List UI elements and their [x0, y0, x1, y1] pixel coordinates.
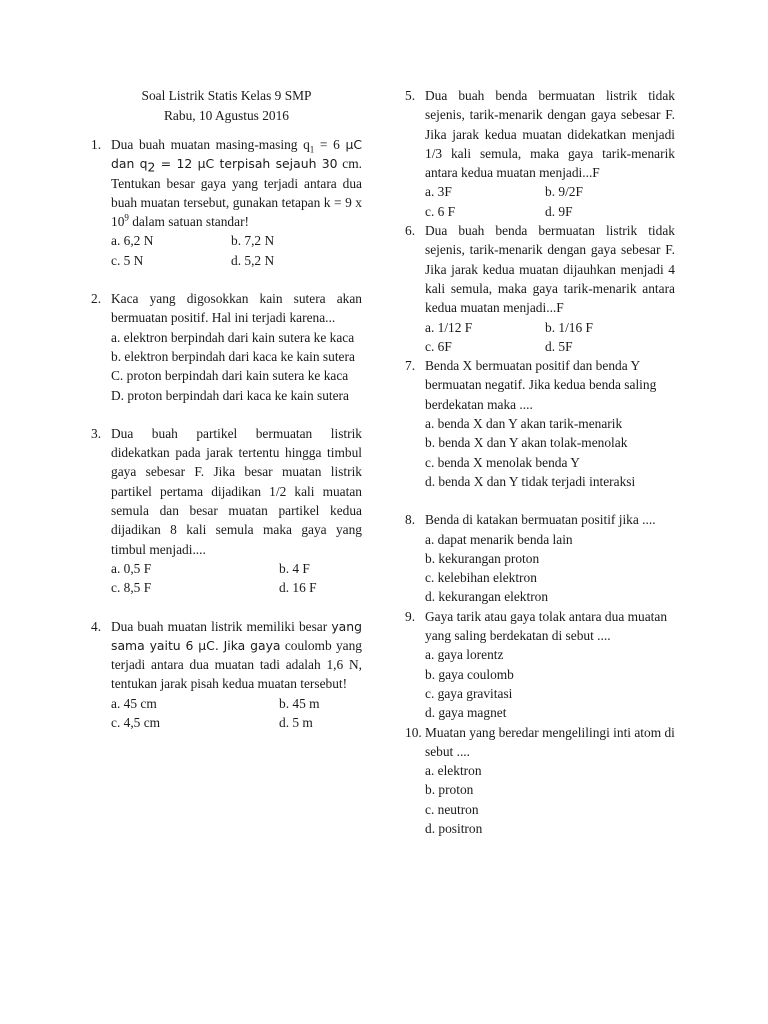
option-a: a. elektron [425, 763, 482, 779]
q1-text-part: = 6 [314, 137, 346, 152]
document-date: Rabu, 10 Agustus 2016 [164, 107, 289, 123]
question-9 [405, 607, 675, 723]
option-c: c. 4,5 cm [111, 715, 161, 731]
question-number: 6. [405, 223, 416, 239]
option-d: d. positron [425, 820, 483, 836]
question-7 [405, 356, 675, 491]
answer-options [425, 761, 675, 838]
q1-text-part: cm. Tentukan besar gaya yang terjadi antara dua buah muatan tersebut, gunakan tetapan k = 9 x 10 [111, 156, 363, 230]
question-text: Kaca yang digosokkan kain sutera akan bermuatan positif. Hal ini terjadi karena... [111, 291, 362, 326]
option-b: b. proton [425, 782, 474, 798]
option-b: b. 45 m [279, 695, 320, 711]
option-a: a. gaya lorentz [425, 647, 504, 663]
question-5 [405, 86, 675, 221]
q4-text-part: yang sama yaitu 6 μC. Jika gaya [111, 618, 362, 653]
question-4 [91, 617, 362, 733]
answer-options [111, 231, 362, 270]
question-number: 5. [405, 88, 416, 103]
question-10 [405, 723, 675, 839]
question-number: 1. [91, 137, 102, 152]
question-text: Dua buah benda bermuatan listrik tidak sejenis, tarik-menarik dengan gaya sebesar F. Jika jarak kedua muatan didekatkan menjadi 1/3 kali semula, maka gaya tarik-menarik antara kedua muatan menjadi...F [425, 88, 675, 181]
q1-subscript: 2 [147, 159, 156, 175]
option-a: a. 6,2 N [111, 233, 154, 249]
option-d: d. 5F [545, 338, 573, 354]
option-c: C. proton berpindah dari kain sutera ke kaca [111, 368, 349, 384]
spacer [91, 405, 362, 424]
option-c: c. gaya gravitasi [425, 685, 513, 701]
option-a: a. 45 cm [111, 695, 157, 711]
question-2 [91, 289, 362, 405]
answer-options [111, 559, 362, 598]
option-d: d. 16 F [279, 580, 317, 596]
option-d: d. 5 m [279, 715, 313, 731]
option-a: a. 3F [425, 184, 452, 200]
option-b: b. 7,2 N [231, 233, 275, 249]
question-text: Gaya tarik atau gaya tolak antara dua muatan yang saling berdekatan di sebut .... [425, 608, 668, 644]
q1-text-part: = 12 μC terpisah sejauh 30 [155, 156, 338, 172]
option-b: b. kekurangan proton [425, 550, 540, 566]
option-b: b. 4 F [279, 560, 310, 576]
right-column [405, 86, 675, 838]
option-a: a. 1/12 F [425, 319, 473, 335]
question-number: 3. [91, 425, 102, 441]
question-number: 8. [405, 512, 416, 528]
question-number: 9. [405, 608, 416, 624]
answer-options [425, 318, 675, 357]
question-text: Dua buah partikel bermuatan listrik didekatkan pada jarak tertentu hingga timbul gaya sebesar F. Jika besar muatan listrik partikel pertama dijadikan 1/2 kali muatan semula dan besar muatan partikel kedua dijadikan 8 kali semula maka gaya yang timbul menjadi.... [111, 425, 362, 557]
q4-text-part: coulomb yang terjadi antara dua muatan tadi adalah 1,6 N, tentukan jarak pisah kedua muatan tersebut! [111, 637, 362, 692]
option-c: c. kelebihan elektron [425, 570, 537, 586]
q1-text-part: Dua buah muatan masing-masing q [111, 137, 310, 152]
question-6 [405, 221, 675, 356]
spacer [91, 270, 362, 289]
option-a: a. elektron berpindah dari kain sutera ke kaca [111, 329, 355, 345]
option-d: d. kekurangan elektron [425, 589, 549, 605]
option-a: a. dapat menarik benda lain [425, 531, 573, 547]
option-d: d. gaya magnet [425, 705, 507, 721]
question-1 [91, 135, 362, 270]
option-c: c. 6 F [425, 203, 456, 219]
question-number: 4. [91, 618, 102, 634]
option-b: b. 9/2F [545, 184, 583, 200]
option-d: D. proton berpindah dari kaca ke kain sutera [111, 387, 349, 403]
option-a: a. benda X dan Y akan tarik-menarik [425, 416, 623, 432]
question-text [111, 135, 362, 231]
option-c: c. benda X menolak benda Y [425, 454, 580, 470]
answer-options [111, 328, 362, 405]
q1-text-part: μC dan q [111, 137, 362, 172]
option-c: c. 5 N [111, 252, 144, 268]
spacer [91, 598, 362, 617]
q4-text-part: Dua buah muatan listrik memiliki besar [111, 618, 328, 634]
q1-subscript: 1 [309, 144, 315, 155]
question-number: 10. [405, 724, 422, 740]
option-d: d. 9F [545, 203, 573, 219]
option-c: c. 6F [425, 338, 452, 354]
question-3 [91, 424, 362, 598]
spacer [405, 491, 675, 510]
option-c: c. 8,5 F [111, 580, 152, 596]
question-8 [405, 510, 675, 606]
answer-options [425, 645, 675, 722]
option-b: b. benda X dan Y akan tolak-menolak [425, 435, 628, 451]
answer-options [425, 530, 675, 607]
left-column [91, 86, 362, 732]
option-d: d. 5,2 N [231, 252, 275, 268]
question-text: Dua buah benda bermuatan listrik tidak sejenis, tarik-menarik dengan gaya sebesar F. Jika jarak kedua muatan dijauhkan menjadi 4 kali semula, maka gaya tarik-menarik antara kedua muatan menjadi...F [425, 223, 675, 316]
document-header [91, 86, 362, 125]
option-d: d. benda X dan Y tidak terjadi interaksi [425, 473, 636, 489]
question-text: Muatan yang beredar mengelilingi inti atom di sebut .... [425, 724, 675, 759]
option-b: b. elektron berpindah dari kaca ke kain sutera [111, 348, 355, 364]
option-a: a. 0,5 F [111, 560, 152, 576]
question-number: 2. [91, 291, 102, 307]
option-b: b. 1/16 F [545, 319, 593, 335]
q1-text-part: dalam satuan standar! [128, 214, 249, 230]
question-text [111, 617, 362, 694]
option-c: c. neutron [425, 801, 479, 817]
question-number: 7. [405, 358, 416, 374]
option-b: b. gaya coulomb [425, 666, 514, 682]
answer-options [425, 414, 675, 491]
answer-options [111, 694, 362, 733]
question-text: Benda X bermuatan positif dan benda Y bermuatan negatif. Jika kedua benda saling berdekatan maka .... [425, 358, 657, 412]
q1-superscript: 9 [124, 212, 129, 223]
question-text: Benda di katakan bermuatan positif jika .... [425, 512, 656, 528]
answer-options [425, 182, 675, 221]
document-title: Soal Listrik Statis Kelas 9 SMP [141, 88, 312, 103]
